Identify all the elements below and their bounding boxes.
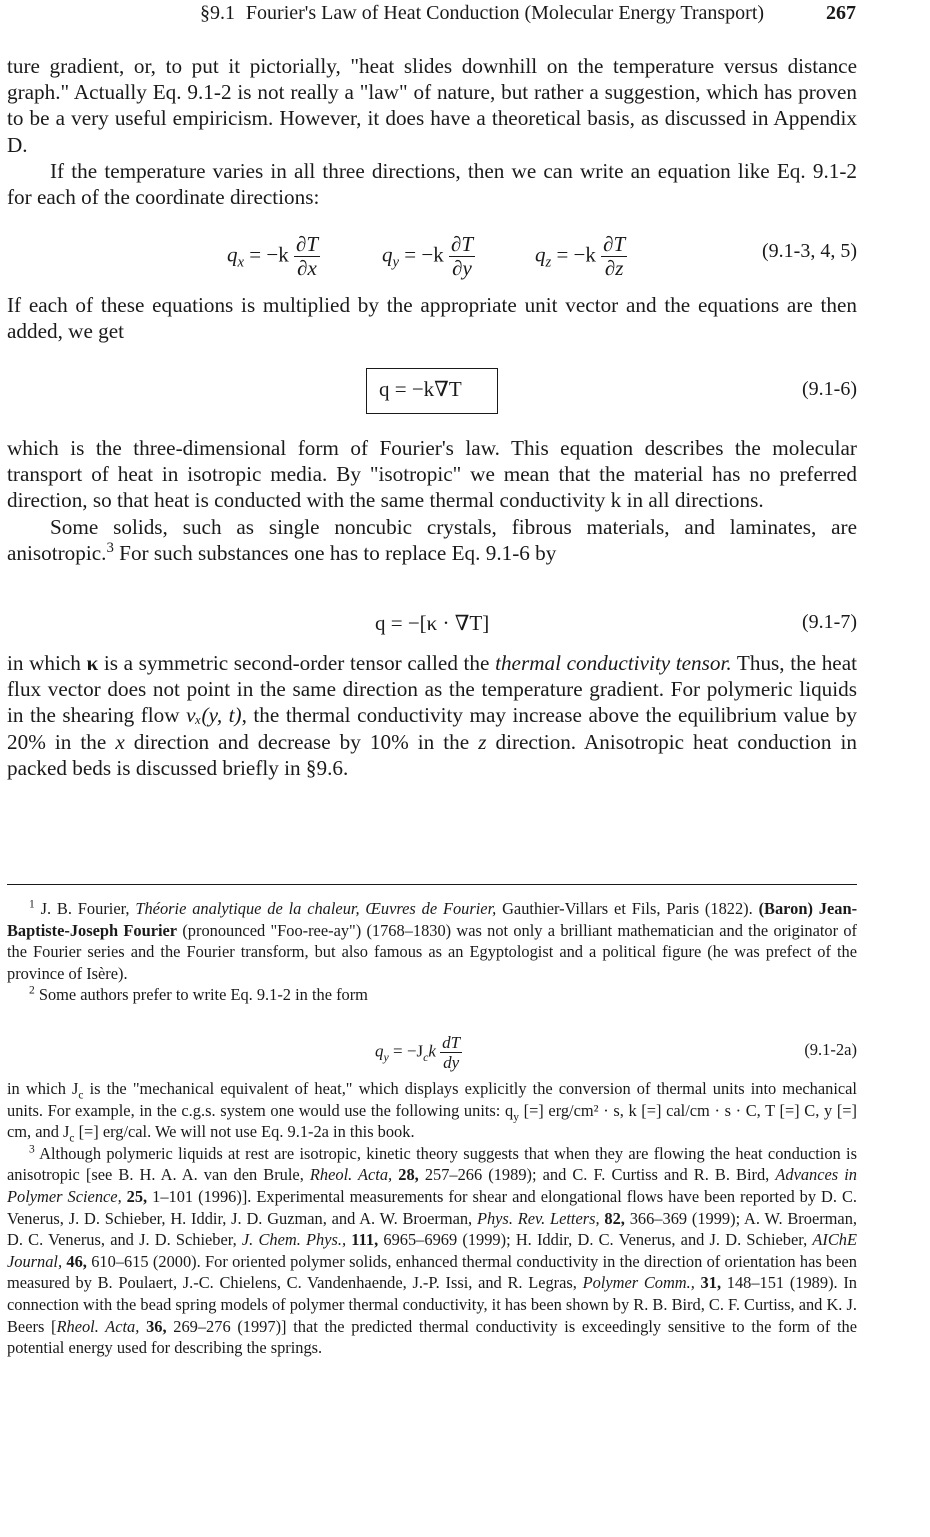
footnote-2-continued: in which $J_c$ is the "mechanical equivalent of heat," which displays explicitly the conversion of thermal units into mechanical units. For example, in the c.g.s. system one would use the following units: $q_y$ [=] erg/cm² · s, k [=] cal/cm · s · C, T [=] C, y [=] cm, and $J_c$ [=] erg/cal. We will not use Eq. 9.1-2a in this book. <box>7 1079 857 1145</box>
footnotes-block-continued <box>7 1078 857 1359</box>
page-number: 267 <box>826 2 856 24</box>
paragraph-unit-vector: If each of these equations is multiplied by the appropriate unit vector and the equations are then added, we get <box>7 293 857 344</box>
paragraph-continuation: ture gradient, or, to put it pictorially, "heat slides downhill on the temperature versus distance graph." Actually Eq. 9.1-2 is not really a "law" of nature, but rather a suggestion, which has proven to be a very useful empiricism. However, it does have a theoretical basis, as discussed in Appendix D. <box>7 54 857 157</box>
paragraph-three-directions: If the temperature varies in all three directions, then we can write an equation like Eq. 9.1-2 for each of the coordinate directions: <box>7 158 857 210</box>
footnotes-block <box>7 898 857 1006</box>
body-text-top <box>7 53 857 210</box>
equation-9-1-7 <box>7 611 857 641</box>
equation-9-1-2a: $q_y = -J_ck$ $\frac{dT}{dy}$ (9.1-2a) <box>375 1033 857 1072</box>
equation-number: (9.1-3, 4, 5) <box>762 240 857 262</box>
footnote-3: $^3$ Although polymeric liquids at rest are isotropic, kinetic theory suggests that when they are flowing the heat conduction is anisotropic [see B. H. A. A. van den Brule, Rheol. Acta, 28, 257–266 (1989); and C. F. Curtiss and R. B. Bird, Advances in Polymer Science, 25, 1–101 (1996)]. Experimental measurements for shear and elongational flows have been reported by D. C. Venerus, J. D. Schieber, H. Iddir, J. D. Guzman, and A. W. Broerman, Phys. Rev. Letters, 82, 366–369 (1999); A. W. Broerman, D. C. Venerus, and J. D. Schieber, J. Chem. Phys., 111, 6965–6969 (1999); H. Iddir, D. C. Venerus, and J. D. Schieber, AIChE Journal, 46, 610–615 (2000). For oriented polymer solids, enhanced thermal conductivity in the direction of orientation has been measured by B. Poulaert, J.-C. Chielens, C. Vandenhaende, J.-P. Issi, and R. Legras, Polymer Comm., 31, 148–151 (1989). In connection with the bead spring models of polymer thermal conductivity, it has been shown by R. B. Bird, C. F. Curtiss, and K. J. Beers [Rheol. Acta, 36, 269–276 (1997)] that the predicted thermal conductivity is exceedingly sensitive to the form of the potential energy used for describing the springs. <box>7 1143 858 1358</box>
equation-9-1-6 <box>7 368 857 414</box>
header-section-number: §9.1 <box>200 2 235 24</box>
body-text-isotropic <box>7 435 857 566</box>
paragraph-isotropic: which is the three-dimensional form of Fourier's law. This equation describes the molecular transport of heat in isotropic media. By "isotropic" we mean that the material has no preferred direction, so that heat is conducted with the same thermal conductivity k in all directions. <box>7 436 857 513</box>
eq-qx: $q_x = -k$ $\frac{\partial T}{\partial x}$ <box>227 232 319 280</box>
footnote-rule <box>7 884 857 885</box>
body-text-tensor <box>7 650 857 781</box>
header-title: Fourier's Law of Heat Conduction (Molecular Energy Transport) <box>245 2 765 24</box>
fourier-law-vector: q = −k∇T <box>379 377 462 401</box>
running-header <box>0 2 930 32</box>
paragraph-tensor: in which κ is a symmetric second-order tensor called the thermal conductivity tensor. Thus, the heat flux vector does not point in the same direction as the temperature gradient. For polymeric liquids in the shearing flow vₓ(y, t), the thermal conductivity may increase above the equilibrium value by 20% in the x direction and decrease by 10% in the z direction. Anisotropic heat conduction in packed beds is discussed briefly in §9.6. <box>7 651 858 780</box>
eq-qy: $q_y = -k$ $\frac{\partial T}{\partial y}$ <box>382 232 474 280</box>
equation-number: (9.1-6) <box>802 378 857 400</box>
body-text-unit-vector <box>7 292 857 344</box>
paragraph-anisotropic: Some solids, such as single noncubic crystals, fibrous materials, and laminates, are anisotropic.$^3$ For such substances one has to replace Eq. 9.1-6 by <box>7 514 857 565</box>
equation-number: (9.1-2a) <box>804 1040 857 1059</box>
equation-9-1-3-4-5 <box>7 226 857 280</box>
footnote-1: $^1$ J. B. Fourier, Théorie analytique de la chaleur, Œuvres de Fourier, Gauthier-Villars et Fils, Paris (1822). (Baron) Jean-Baptiste-Joseph Fourier (pronounced "Foo-ree-ay") (1768–1830) was not only a brilliant mathematician and the originator of the Fourier series and the Fourier transform, but also famous as an Egyptologist and a political figure (he was prefect of the province of Isère). <box>7 898 858 983</box>
footnote-2: $^2$ Some authors prefer to write Eq. 9.1-2 in the form <box>29 984 368 1005</box>
eq-qz: $q_z = -k$ $\frac{\partial T}{\partial z}$ <box>535 232 626 280</box>
equation-number: (9.1-7) <box>802 611 857 633</box>
anisotropic-fourier-law: q = −[κ · ∇T] <box>375 611 490 635</box>
